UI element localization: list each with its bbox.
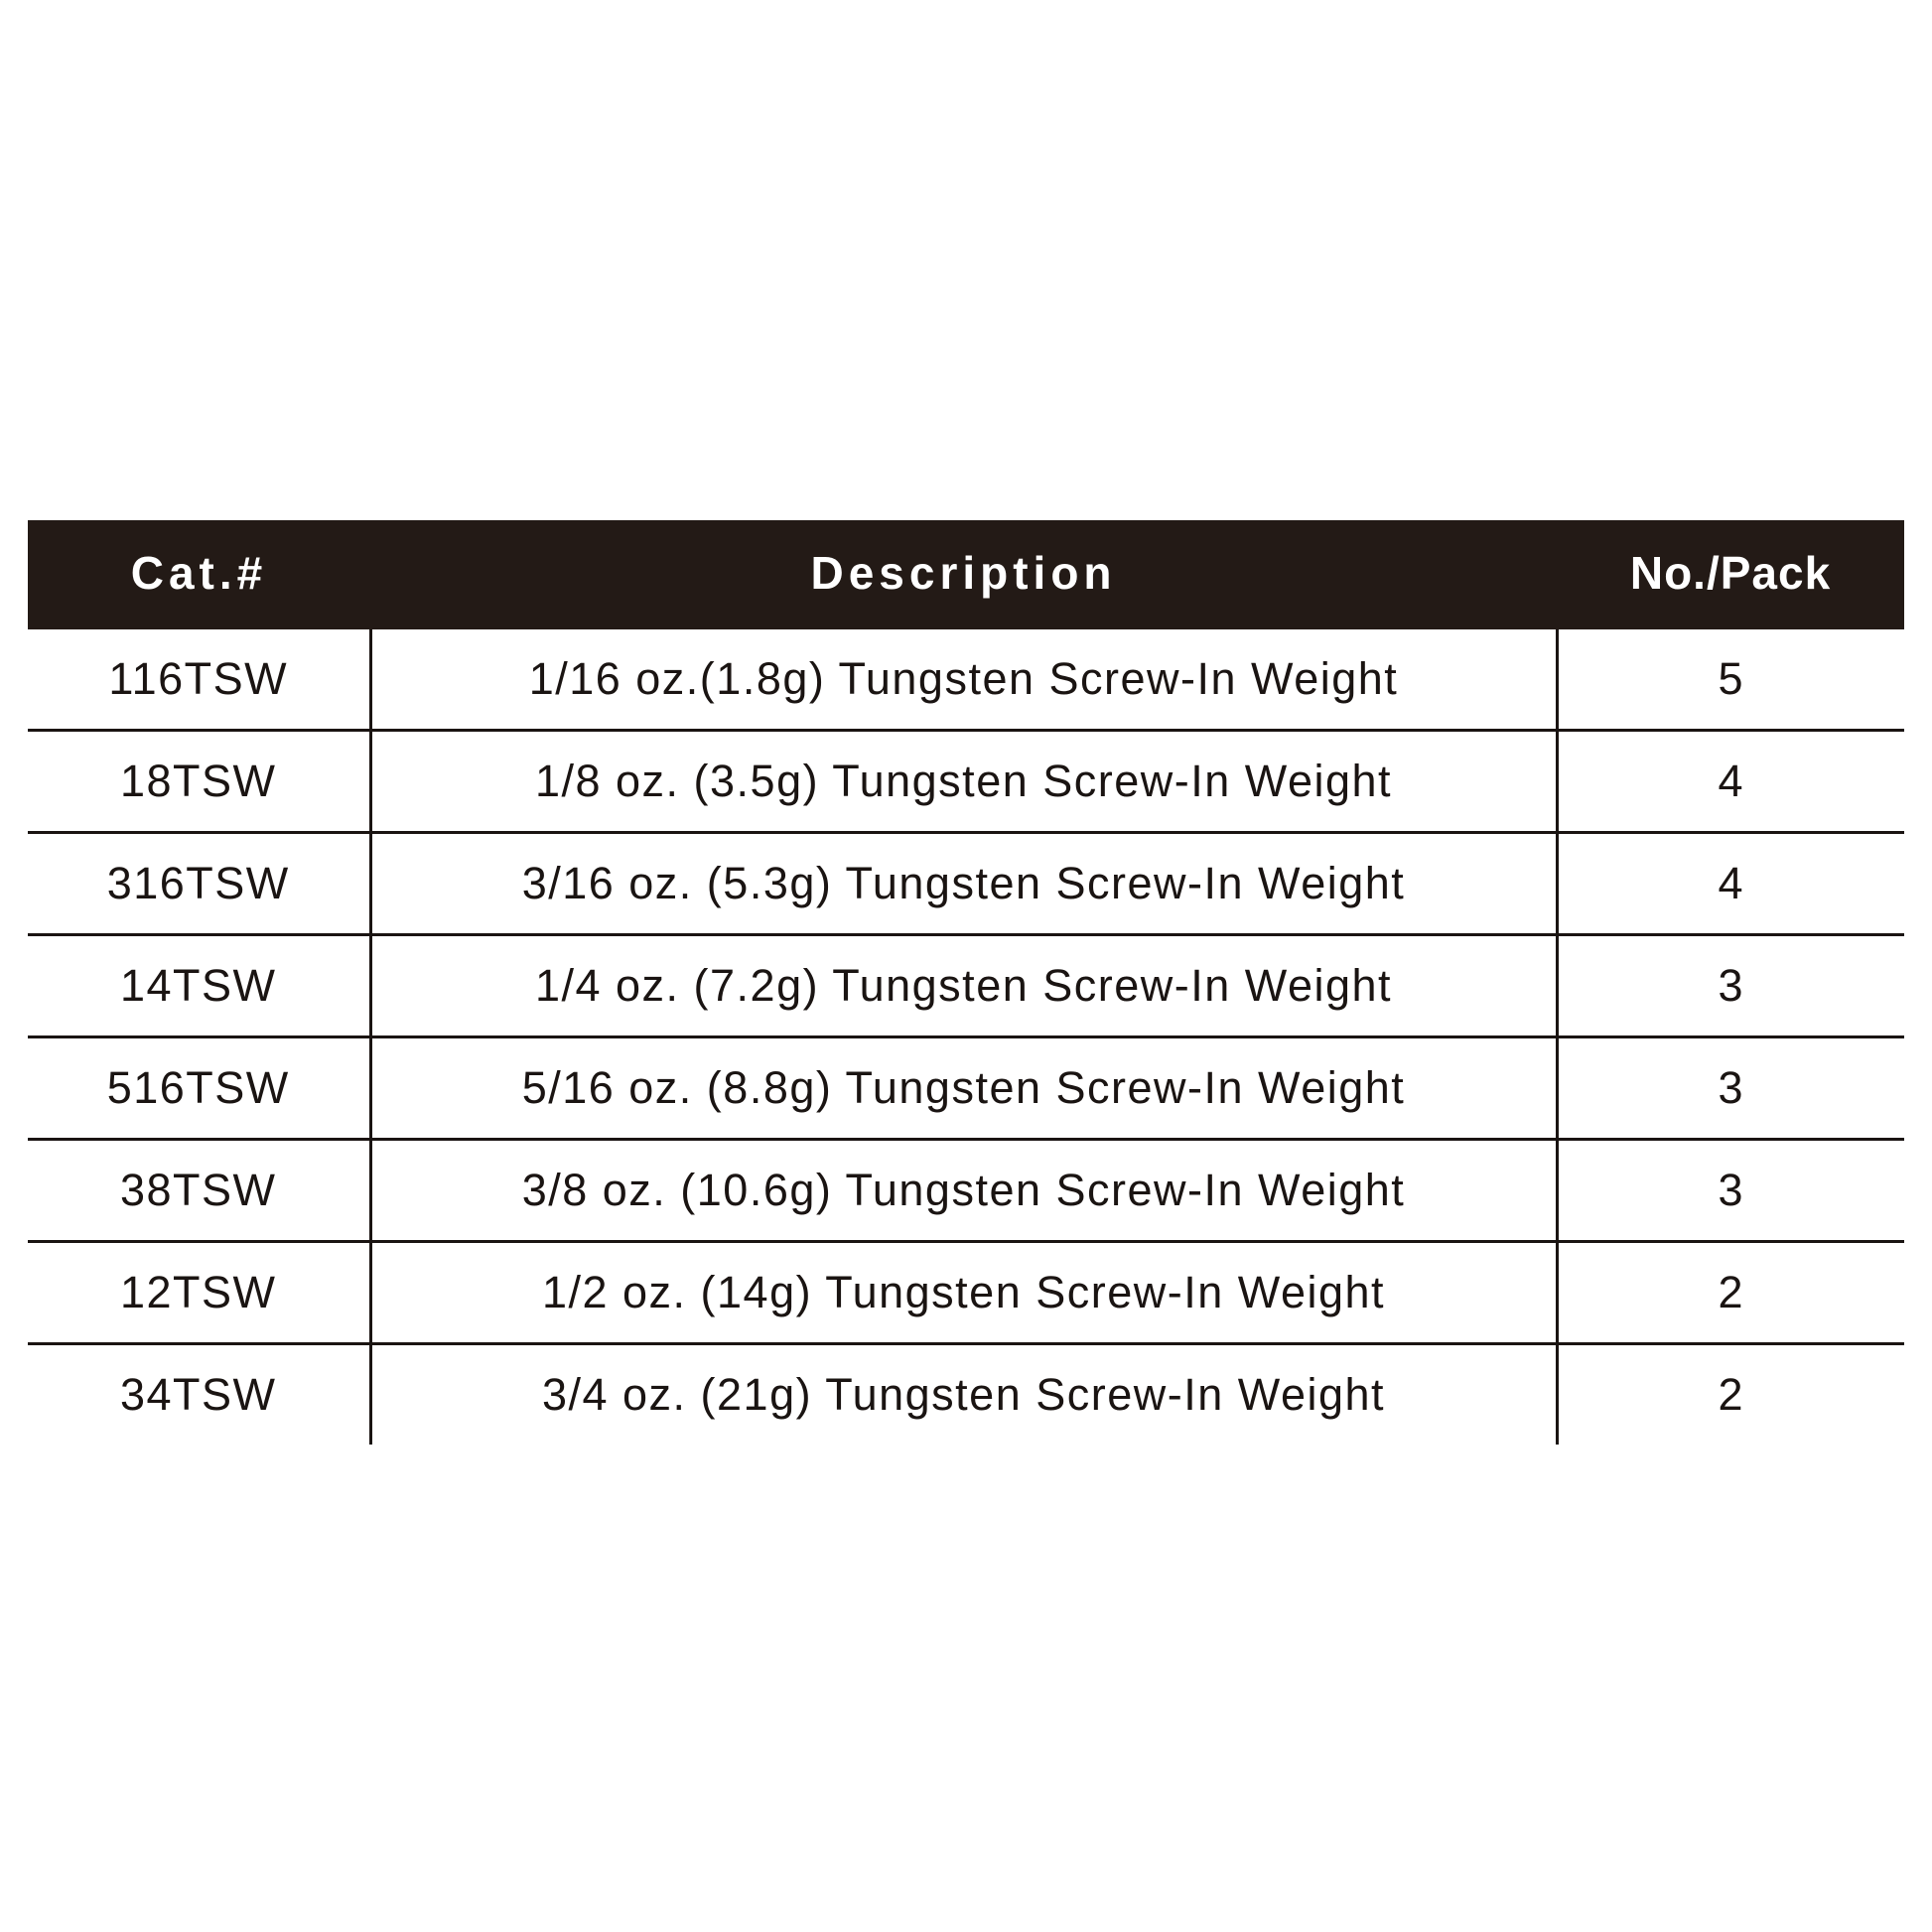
cell-pack: 3 bbox=[1557, 1140, 1904, 1242]
table-row bbox=[28, 1344, 1904, 1446]
table-row bbox=[28, 731, 1904, 833]
table-row bbox=[28, 935, 1904, 1037]
cell-pack: 2 bbox=[1557, 1242, 1904, 1344]
column-header-cat: Cat.# bbox=[28, 520, 370, 629]
cell-cat: 34TSW bbox=[28, 1344, 370, 1446]
cell-description: 3/16 oz. (5.3g) Tungsten Screw-In Weight bbox=[370, 833, 1557, 935]
cell-cat: 116TSW bbox=[28, 629, 370, 731]
cell-pack: 2 bbox=[1557, 1344, 1904, 1446]
cell-cat: 38TSW bbox=[28, 1140, 370, 1242]
cell-cat: 12TSW bbox=[28, 1242, 370, 1344]
table-row bbox=[28, 1037, 1904, 1140]
column-header-description: Description bbox=[370, 520, 1557, 629]
cell-description: 1/8 oz. (3.5g) Tungsten Screw-In Weight bbox=[370, 731, 1557, 833]
table-body bbox=[28, 629, 1904, 1445]
table-row bbox=[28, 629, 1904, 731]
table-header-row bbox=[28, 520, 1904, 629]
cell-pack: 4 bbox=[1557, 731, 1904, 833]
cell-cat: 18TSW bbox=[28, 731, 370, 833]
cell-pack: 5 bbox=[1557, 629, 1904, 731]
cell-cat: 14TSW bbox=[28, 935, 370, 1037]
product-specification-table bbox=[28, 520, 1904, 1445]
cell-description: 1/16 oz.(1.8g) Tungsten Screw-In Weight bbox=[370, 629, 1557, 731]
cell-pack: 3 bbox=[1557, 935, 1904, 1037]
table-header bbox=[28, 520, 1904, 629]
cell-description: 1/2 oz. (14g) Tungsten Screw-In Weight bbox=[370, 1242, 1557, 1344]
cell-cat: 316TSW bbox=[28, 833, 370, 935]
cell-description: 5/16 oz. (8.8g) Tungsten Screw-In Weight bbox=[370, 1037, 1557, 1140]
table-row bbox=[28, 1242, 1904, 1344]
cell-description: 3/8 oz. (10.6g) Tungsten Screw-In Weight bbox=[370, 1140, 1557, 1242]
cell-pack: 3 bbox=[1557, 1037, 1904, 1140]
cell-cat: 516TSW bbox=[28, 1037, 370, 1140]
column-header-pack: No./Pack bbox=[1557, 520, 1904, 629]
table-row bbox=[28, 1140, 1904, 1242]
cell-description: 1/4 oz. (7.2g) Tungsten Screw-In Weight bbox=[370, 935, 1557, 1037]
cell-description: 3/4 oz. (21g) Tungsten Screw-In Weight bbox=[370, 1344, 1557, 1446]
table-row bbox=[28, 833, 1904, 935]
cell-pack: 4 bbox=[1557, 833, 1904, 935]
